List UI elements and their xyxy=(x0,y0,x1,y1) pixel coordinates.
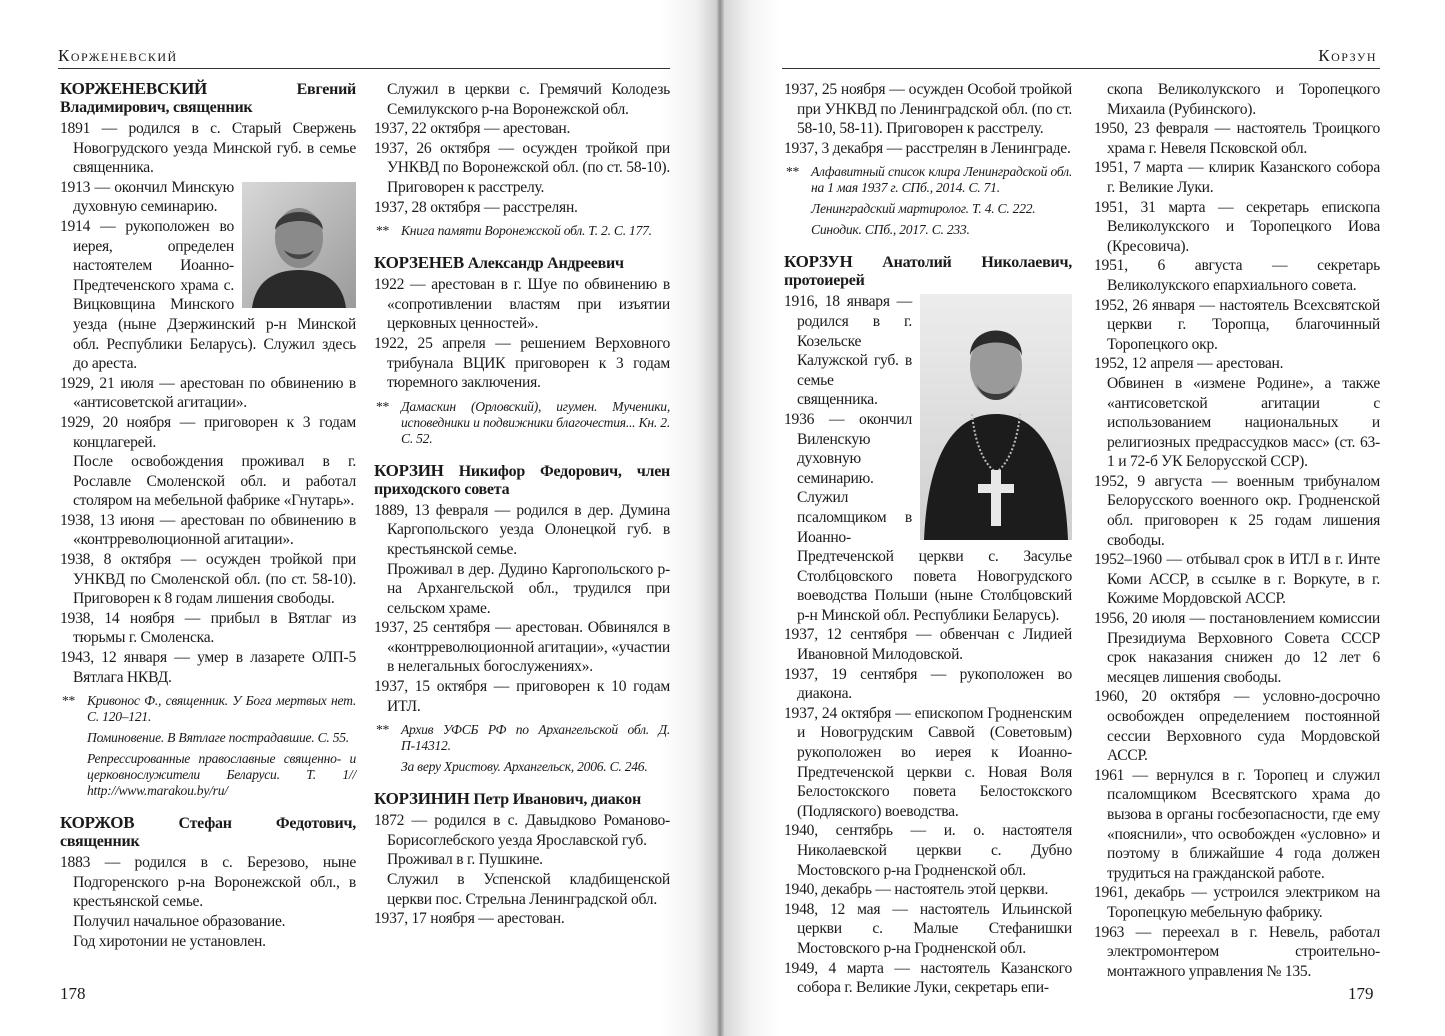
dated-entry: 1952–1960 — отбывал срок в ИТЛ в г. Инте Коми АССР, в ссылке в г. Воркуте, в г. Кожиме Мордовской АССР. xyxy=(1094,551,1380,608)
entry-surname: КОРЖОВ xyxy=(60,813,135,833)
dated-entry: 1951, 7 марта — клирик Казанского собора г. Великие Луки. xyxy=(1094,159,1380,196)
source-reference: За веру Христову. Архангельск, 2006. С. 246. xyxy=(401,759,648,775)
dated-entry: 1889, 13 февраля — родился в дер. Думина Каргопольского уезда Олонецкой губ. в крестьянской семье. xyxy=(374,501,670,558)
dated-entry: 1937, 26 октября — осужден тройкой при УНКВД по Воронежской обл. (по ст. 58-10). Приговорен к расстрелу. xyxy=(374,139,670,196)
dated-entry: 1952, 9 августа — военным трибуналом Белорусского военного окр. Гродненской обл. приговорен к 25 годам лишения свободы. xyxy=(1094,472,1380,549)
entry-text: Получил начальное образование. xyxy=(73,913,286,930)
source-reference: Ленинградский мартиролог. Т. 4. С. 222. xyxy=(811,201,1036,217)
dated-entry: 1936 — окончил Виленскую духовную семинарию. xyxy=(784,410,912,487)
dated-entry: 1943, 12 января — умер в лазарете ОЛП-5 Вятлага НКВД. xyxy=(60,649,356,686)
entry-name-rank: Анатолий Николаевич, протоиерей xyxy=(784,254,1072,290)
dated-entry: 1940, декабрь — настоятель этой церкви. xyxy=(784,881,1049,899)
dated-entry: 1922 — арестован в г. Шуе по обвинению в «сопротивлении властям при изъятии церковных ценностей». xyxy=(374,276,670,333)
entry-text: Служил в церкви с. Гремячий Колодезь Семилукского р-на Воронежской обл. xyxy=(387,81,670,118)
entry-name-rank: Александр Андреевич xyxy=(467,255,624,273)
entry-surname: КОРЗИНИН xyxy=(374,789,470,809)
source-reference: Синодик. СПб., 2017. С. 233. xyxy=(811,222,970,238)
source-notes xyxy=(374,399,670,447)
dated-entry: 1929, 20 ноября — приговорен к 3 годам концлагерей. xyxy=(60,413,356,451)
column-2 xyxy=(374,80,670,929)
dated-entry: 1872 — родился в с. Давыдково Романово-Борисоглебского уезда Ярославской губ. xyxy=(374,812,670,849)
column-1 xyxy=(60,80,356,951)
entry-heading xyxy=(60,804,356,853)
dated-entry: 1937, 15 октября — приговорен к 10 годам ИТЛ. xyxy=(374,678,670,715)
dated-entry: 1937, 17 ноября — арестован. xyxy=(374,910,565,928)
book-gutter xyxy=(660,0,780,1036)
dated-entry: 1929, 21 июля — арестован по обвинению в «антисоветской агитации». xyxy=(60,374,356,412)
dated-entry: 1950, 23 февраля — настоятель Троицкого храма г. Невеля Псковской обл. xyxy=(1094,120,1380,157)
entry-text: Год хиротонии не установлен. xyxy=(73,932,266,950)
source-notes xyxy=(374,223,670,239)
note-marker: ** xyxy=(376,722,390,738)
column-3 xyxy=(784,80,1072,998)
dated-entry: 1956, 20 июля — постановлением комиссии Президиума Верховного Совета СССР срок наказания снижен до 12 лет 6 месяцев лишения свободы. xyxy=(1094,610,1380,686)
source-reference: Книга памяти Воронежской обл. Т. 2. С. 177. xyxy=(401,223,652,239)
note-marker: ** xyxy=(376,398,390,414)
entry-name-rank: Петр Иванович, диакон xyxy=(473,791,641,809)
dated-entry: 1937, 25 сентября — арестован. Обвинялся в «контрреволюционной агитации», «участии в нелегальных богослужениях». xyxy=(374,619,670,676)
header-rule-left xyxy=(58,68,670,69)
dated-entry: 1938, 13 июня — арестован по обвинению в «контрреволюционной агитации». xyxy=(60,511,356,549)
dated-entry: 1951, 6 августа — секретарь Великолукского епархиального совета. xyxy=(1094,257,1380,294)
dated-entry: 1963 — переехал в г. Невель, работал электромонтером строительно-монтажного управления № 135. xyxy=(1094,923,1380,980)
entry-text: Обвинен в «измене Родине», а также «антисоветской агитации с использованием национальных и религиозных предрассудков масс» (ст. 63-1 и 72-б УК Белорусской ССР). xyxy=(1107,374,1380,471)
dated-entry: 1937, 12 сентября — обвенчан с Лидией Ивановной Милодовской. xyxy=(784,626,1072,664)
dated-entry: 1952, 12 апреля — арестован. xyxy=(1094,355,1284,373)
dated-entry: 1940, сентябрь — и. о. настоятеля Николаевской церкви с. Дубно Мостовского р-на Гродненской обл. xyxy=(784,822,1072,879)
dated-entry: 1937, 3 декабря — расстрелян в Ленинграде. xyxy=(784,139,1071,157)
entry-text: Проживал в г. Пушкине. xyxy=(387,851,543,869)
dated-entry: 1952, 26 января — настоятель Всехсвятской церкви г. Торопца, благочинный Торопецкого окр. xyxy=(1094,296,1380,353)
source-reference: Дамаскин (Орловский), игумен. Мученики, исповедники и подвижники благочестия... Кн. 2. С. 52. xyxy=(401,398,670,446)
dated-entry: 1961, декабрь — устроился электриком на Торопецкую мебельную фабрику. xyxy=(1094,884,1380,921)
entry-heading xyxy=(784,243,1072,292)
source-notes xyxy=(784,164,1072,238)
page-number-left: 178 xyxy=(60,984,86,1003)
entry-heading xyxy=(60,80,356,119)
entry-name-rank: Евгений Владимирович, священник xyxy=(60,81,356,116)
dated-entry: 1891 — родился в с. Старый Свержень Новогрудского уезда Минской губ. в семье священника. xyxy=(60,120,356,177)
entry-text: Проживал в дер. Дудино Каргопольского р-на Архангельской обл., трудился при сельском храме. xyxy=(387,560,670,617)
dated-entry: 1949, 4 марта — настоятель Казанского собора г. Великие Луки, секретарь епи- xyxy=(784,959,1072,997)
dated-entry: 1960, 20 октября — условно-досрочно освобожден определением постоянной сессии Верховного суда Мордовской АССР. xyxy=(1094,688,1380,765)
dated-entry: 1916, 18 января — родился в г. Козельске Калужской губ. в семье священника. xyxy=(784,293,912,409)
entry-surname: КОРЗЕНЕВ xyxy=(374,253,464,273)
entry-surname: КОРЗИН xyxy=(374,460,444,480)
column-4 xyxy=(1094,80,1380,981)
entry-text: скопа Великолукского и Торопецкого Михаила (Рубинского). xyxy=(1107,81,1380,118)
source-reference: Архив УФСБ РФ по Архангельской обл. Д. П-14312. xyxy=(401,722,670,754)
entry-heading xyxy=(374,452,670,501)
page-number-right: 179 xyxy=(1348,984,1374,1003)
dated-entry: 1883 — родился в с. Березово, ныне Подгоренского р-на Воронежской обл., в крестьянской семье. xyxy=(60,854,356,911)
dated-entry: 1937, 19 сентября — рукоположен во диакона. xyxy=(784,665,1072,703)
note-marker: ** xyxy=(376,223,390,239)
entry-heading xyxy=(374,780,670,811)
dated-entry: 1913 — окончил Минскую духовную семинарию. xyxy=(60,178,234,216)
entry-name-rank: Стефан Федотович, священник xyxy=(60,815,356,851)
priest-portrait-photo xyxy=(920,294,1072,540)
note-marker: ** xyxy=(786,164,800,180)
note-marker: ** xyxy=(62,693,76,709)
dated-entry: 1951, 31 марта — секретарь епископа Великолукского и Торопецкого Иова (Кресовича). xyxy=(1094,198,1380,255)
portrait-photo xyxy=(242,182,356,308)
entry-surname: КОРЗУН xyxy=(784,252,853,272)
source-reference: Поминовение. В Вятлаге пострадавшие. С. 55. xyxy=(87,730,349,746)
entry-heading xyxy=(374,244,670,275)
dated-entry: 1938, 8 октября — осужден тройкой при УНКВД по Смоленской обл. (по ст. 58-10). Приговорен к 8 годам лишения свободы. xyxy=(60,551,356,608)
running-head-right: Корзун xyxy=(1318,46,1377,65)
source-reference: Кривонос Ф., священник. У Бога мертвых нет. С. 120–121. xyxy=(87,693,356,725)
dated-entry: 1937, 22 октября — арестован. xyxy=(374,120,571,138)
source-reference: Алфавитный список клира Ленинградской обл. на 1 мая 1937 г. СПб., 2014. С. 71. xyxy=(811,164,1072,196)
source-notes xyxy=(374,722,670,775)
header-rule-right xyxy=(782,68,1380,69)
dated-entry: 1922, 25 апреля — решением Верховного трибунала ВЦИК приговорен к 3 годам тюремного заключения. xyxy=(374,334,670,392)
dated-entry: 1961 — вернулся в г. Торопец и служил псаломщиком Всесвятского храма до вызова в органы госбезопасности, где ему «пояснили», что освобожден «условно» и поэтому в ближайшие 4 года должен трудиться на гражданской работе. xyxy=(1094,766,1380,882)
dated-entry: 1937, 24 октября — епископом Гродненским и Новогрудским Саввой (Советовым) рукоположен во иерея к Иоанно-Предтеченской церкви с. Новая Воля Белостокского повета Белостокского (Подляского) воеводства. xyxy=(784,704,1072,820)
entry-text: Служил псаломщиком в Иоанно-Предтеченской церкви с. Засулье Столбцовского повета Новогрудского воеводства Польши (ныне Столбцовский р-н Минской обл. Республики Беларусь). xyxy=(797,489,1072,624)
dated-entry: 1914 — рукоположен во иерея, определен настоятелем Иоанно-Предтеченского храма с. Вицковщина Минского уезда (ныне Дзержинский р-н Минской обл. Республики Беларусь). Служил здесь до ареста. xyxy=(60,217,356,373)
entry-surname: КОРЖЕНЕВСКИЙ xyxy=(60,79,208,98)
source-reference: Репрессированные православные священно- и церковнослужители Беларуси. Т. 1// http://www.marakou.by/ru/ xyxy=(87,751,356,799)
entry-name-rank: Никифор Федорович, член приходского совета xyxy=(374,462,671,498)
entry-text: Служил в Успенской кладбищенской церкви пос. Стрельна Ленинградской обл. xyxy=(387,871,670,908)
entry-text: После освобождения проживал в г. Рославле Смоленской обл. и работал столяром на мебельной фабрике «Гнутарь». xyxy=(73,453,356,510)
source-notes xyxy=(60,693,356,799)
dated-entry: 1948, 12 мая — настоятель Ильинской церкви с. Малые Стефанишки Мостовского р-на Гродненской обл. xyxy=(784,900,1072,957)
dated-entry: 1937, 28 октября — расстрелян. xyxy=(374,198,578,216)
dated-entry: 1937, 25 ноября — осужден Особой тройкой при УНКВД по Ленинградской обл. (по ст. 58-10, 58-11). Приговорен к расстрелу. xyxy=(784,81,1072,138)
running-head-left: Корженевский xyxy=(58,46,178,65)
dated-entry: 1938, 14 ноября — прибыл в Вятлаг из тюрьмы г. Смоленска. xyxy=(60,609,356,647)
